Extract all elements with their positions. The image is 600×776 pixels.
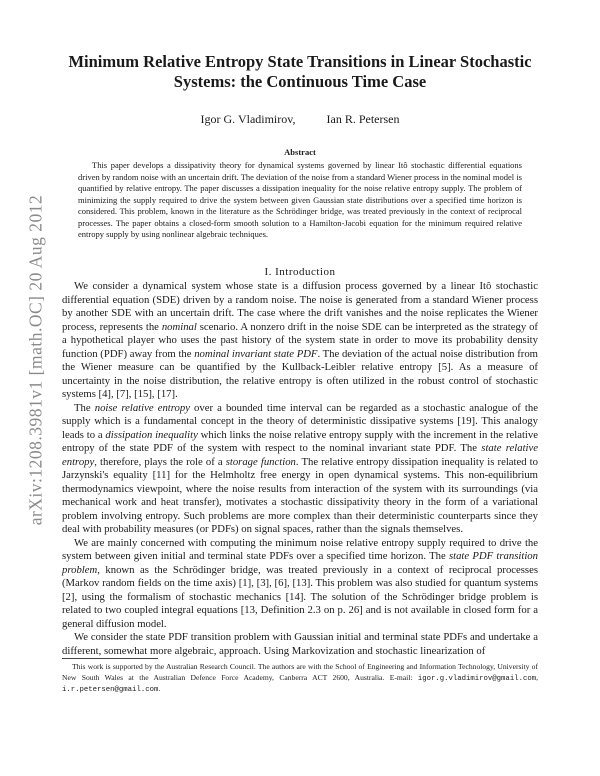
- abstract-heading: Abstract: [284, 147, 316, 157]
- arxiv-id: arXiv:1208.3981v1 [math.OC] 20 Aug 2012: [25, 194, 46, 526]
- paragraph-4: We consider the state PDF transition problem with Gaussian initial and terminal state PDFs and undertake a different, somewhat more algebraic, approach. Using Markovization and stochastic linearization of: [62, 631, 538, 657]
- arxiv-sidebar: [16, 150, 56, 570]
- author-1: Igor G. Vladimirov,: [200, 112, 296, 126]
- paragraph-3: We are mainly concerned with computing the minimum noise relative entropy supply required to drive the system between given initial and terminal state PDFs over a specified time horizon. The state PDF transition problem, known as the Schrödinger bridge, was treated previously in a context of reciprocal processes (Markov random fields on the time axis) [1], [3], [6], [13]. This problem was also studied for quantum systems [2], using the formalism of stochastic mechanics [14]. The solution of the Schrödinger bridge problem is related to two coupled integral equations [13, Definition 2.3 on p. 26] and is not available in closed form for a general diffusion model.: [62, 536, 538, 630]
- abstract-text: This paper develops a dissipativity theory for dynamical systems governed by linear Itô stochastic differential equations driven by random noise with an uncertain drift. The deviation of the noise from a standard Wiener process in the nominal model is quantified by relative entropy. The paper discusses a dissipation inequality for the noise relative entropy supply. The problem of minimizing the supply required to drive the system between given Gaussian state distributions over a specified time horizon is considered. This problem, known in the literature as the Schrödinger bridge, was treated previously in the context of reciprocal processes. The paper obtains a closed-form smooth solution to a Hamilton-Jacobi equation for the minimum required relative entropy supply by using nonlinear algebraic techniques.: [78, 160, 522, 239]
- footnote-divider: [62, 658, 158, 659]
- footnote: This work is supported by the Australian Research Council. The authors are with the School of Engineering and Information Technology, University of New South Wales at the Australian Defence Force Academy, Canberra ACT 2600, Australia. E-mail: igor.g.vladimirov@gmail.com, i.r.petersen@gmail.com.: [62, 662, 538, 694]
- paper-title: Minimum Relative Entropy State Transitions in Linear Stochastic Systems: the Continuous Time Case: [68, 52, 532, 91]
- email-link-1[interactable]: igor.g.vladimirov@gmail.com: [417, 674, 537, 683]
- paragraph-2: The noise relative entropy over a bounded time interval can be regarded as a stochastic analogue of the supply which is a fundamental concept in the theory of deterministic dissipative systems [19]. This analogy leads to a dissipation inequality which links the noise relative entropy supply with the increment in the relative entropy of the state PDF of the system with respect to the nominal invariant state PDF. The state relative entropy, therefore, plays the role of a storage function. The relative entropy dissipation inequality is related to Jarzynski's equality [11] for the Helmholtz free energy in open dynamical systems. This non-equilibrium thermodynamics viewpoint, where the noise results from interaction of the system with its surroundings (via mechanical work and heat transfer), motivates a stochastic dissipativity theory in the form of a variational problem involving entropy. Such problems are more complex than their deterministic counterparts since they deal with probability measures (or PDFs) on signal spaces, rather than the signals themselves.: [62, 401, 538, 535]
- author-2: Ian R. Petersen: [326, 112, 400, 126]
- author-list: [60, 112, 540, 127]
- email-link-2[interactable]: i.r.petersen@gmail.com: [62, 686, 159, 694]
- paragraph-1: We consider a dynamical system whose state is a diffusion process governed by a linear Itô stochastic differential equation (SDE) driven by a random noise. The noise is generated from a standard Wiener process by another SDE with an uncertain drift. The case where the drift vanishes and the noise replicates the Wiener process, represents the nominal scenario. A nonzero drift in the noise SDE can be interpreted as the strategy of a hypothetical player who uses the past history of the system state in order to move its probability density function (PDF) away from the nominal invariant state PDF. The deviation of the actual noise distribution from the Wiener measure can be quantified by the Kullback-Leibler relative entropy [5]. As a measure of uncertainty in the noise distribution, the relative entropy is often utilized in the robust control of stochastic systems [4], [7], [15], [17].: [62, 280, 538, 400]
- section-heading: I. Introduction: [264, 266, 336, 278]
- body-text: [62, 280, 538, 658]
